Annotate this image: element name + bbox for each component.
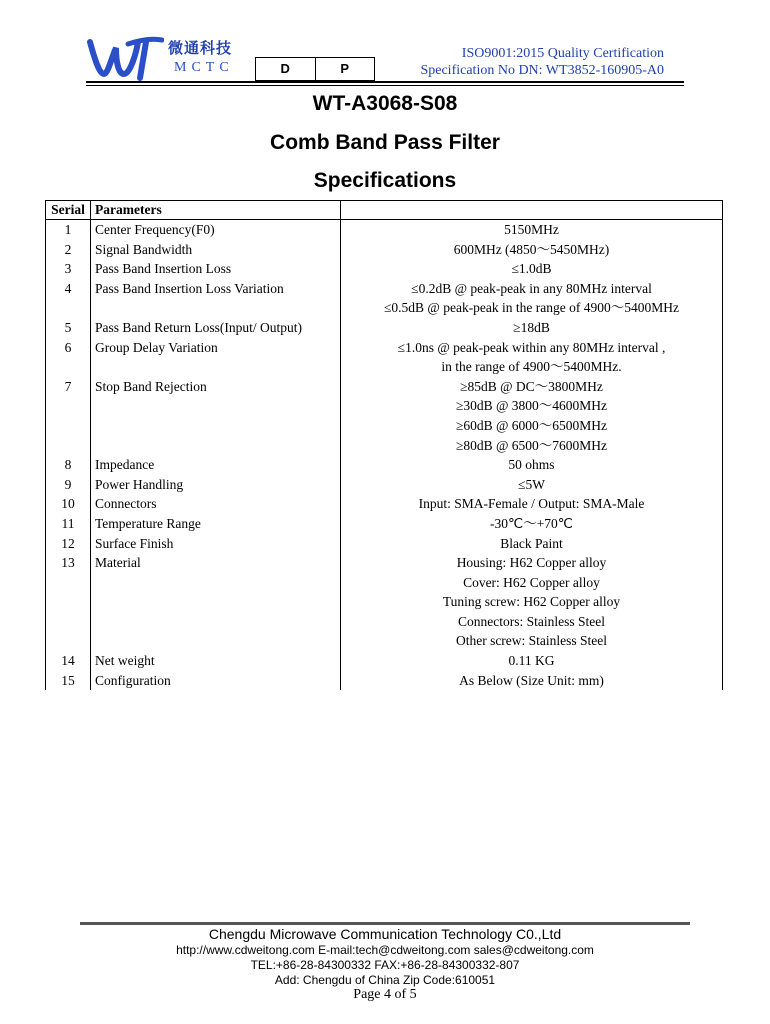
wt-logo-icon xyxy=(86,34,164,82)
row-parameter: Pass Band Return Loss(Input/ Output) xyxy=(91,318,341,338)
table-row xyxy=(46,671,723,691)
value-line: ≤1.0dB xyxy=(511,261,552,277)
row-serial: 7 xyxy=(46,377,91,455)
footer-company: Chengdu Microwave Communication Technology C0.,Ltd xyxy=(208,926,562,942)
value-line: 50 ohms xyxy=(508,457,555,473)
header-divider xyxy=(86,81,684,83)
table-header-row xyxy=(46,201,723,220)
footer-tel-fax: TEL:+86-28-84300332 FAX:+86-28-84300332-807 xyxy=(250,958,520,972)
row-serial: 10 xyxy=(46,494,91,514)
value-line: ≤0.2dB @ peak-peak in any 80MHz interval xyxy=(411,280,652,296)
table-row xyxy=(46,475,723,495)
value-line: Input: SMA-Female / Output: SMA-Male xyxy=(418,496,645,512)
value-line: ≥18dB xyxy=(513,319,550,335)
row-serial: 1 xyxy=(46,220,91,240)
row-serial: 6 xyxy=(46,338,91,377)
row-value xyxy=(341,240,723,260)
logo-english-text: MCTC xyxy=(174,60,234,75)
row-serial: 13 xyxy=(46,553,91,651)
table-row xyxy=(46,338,723,377)
footer-divider xyxy=(80,922,690,925)
spec-number: Specification No DN: WT3852-160905-A0 xyxy=(420,63,664,78)
header-parameters: Parameters xyxy=(91,201,341,220)
row-parameter: Configuration xyxy=(91,671,341,691)
value-line: ≥60dB @ 6000～6500MHz xyxy=(455,417,608,433)
table-row xyxy=(46,534,723,554)
value-line: As Below (Size Unit: mm) xyxy=(459,672,604,688)
row-value xyxy=(341,651,723,671)
row-value xyxy=(341,377,723,455)
value-line: Tuning screw: H62 Copper alloy xyxy=(442,594,621,610)
header-divider-thin xyxy=(86,85,684,86)
dp-box-right: P xyxy=(340,61,350,76)
model-title: WT-A3068-S08 xyxy=(312,92,458,115)
row-value xyxy=(341,220,723,240)
row-parameter: Stop Band Rejection xyxy=(91,377,341,455)
row-value xyxy=(341,455,723,475)
page-header xyxy=(0,0,770,90)
table-row xyxy=(46,279,723,318)
row-serial: 4 xyxy=(46,279,91,318)
footer-web-email: http://www.cdweitong.com E-mail:tech@cdweitong.com sales@cdweitong.com xyxy=(176,943,594,957)
value-line: -30℃～+70℃ xyxy=(490,515,573,531)
page-number: Page 4 of 5 xyxy=(353,987,417,1002)
row-serial: 9 xyxy=(46,475,91,495)
row-serial: 12 xyxy=(46,534,91,554)
row-parameter: Temperature Range xyxy=(91,514,341,534)
dp-box xyxy=(255,57,375,81)
footer-address: Add: Chengdu of China Zip Code:610051 xyxy=(274,973,496,987)
table-row xyxy=(46,318,723,338)
row-serial: 2 xyxy=(46,240,91,260)
value-line: 600MHz (4850～5450MHz) xyxy=(453,241,610,257)
table-row xyxy=(46,220,723,240)
row-parameter: Signal Bandwidth xyxy=(91,240,341,260)
row-parameter: Connectors xyxy=(91,494,341,514)
value-line: in the range of 4900～5400MHz. xyxy=(441,359,622,375)
row-serial: 11 xyxy=(46,514,91,534)
table-row xyxy=(46,377,723,455)
row-serial: 3 xyxy=(46,259,91,279)
row-serial: 15 xyxy=(46,671,91,691)
table-row xyxy=(46,514,723,534)
spec-table xyxy=(45,200,723,690)
value-line: Black Paint xyxy=(500,535,563,551)
table-row xyxy=(46,494,723,514)
row-parameter: Net weight xyxy=(91,651,341,671)
value-line: Cover: H62 Copper alloy xyxy=(463,574,600,590)
header-value xyxy=(341,201,723,220)
row-serial: 5 xyxy=(46,318,91,338)
row-value xyxy=(341,475,723,495)
value-line: ≥80dB @ 6500～7600MHz xyxy=(455,437,608,453)
table-row xyxy=(46,455,723,475)
row-serial: 8 xyxy=(46,455,91,475)
dp-box-left: D xyxy=(256,58,316,80)
value-line: ≤1.0ns @ peak-peak within any 80MHz interval , xyxy=(397,339,666,355)
row-value xyxy=(341,514,723,534)
row-value xyxy=(341,318,723,338)
table-row xyxy=(46,553,723,651)
value-line: ≥30dB @ 3800～4600MHz xyxy=(455,398,608,414)
row-value xyxy=(341,259,723,279)
value-line: 5150MHz xyxy=(504,222,559,237)
section-title: Specifications xyxy=(313,169,457,192)
row-parameter: Center Frequency(F0) xyxy=(91,220,341,240)
row-parameter: Pass Band Insertion Loss xyxy=(91,259,341,279)
row-value xyxy=(341,279,723,318)
row-parameter: Power Handling xyxy=(91,475,341,495)
product-title: Comb Band Pass Filter xyxy=(270,131,500,154)
table-row xyxy=(46,240,723,260)
row-value xyxy=(341,534,723,554)
logo-chinese-text: 微通科技 xyxy=(168,39,233,57)
row-parameter: Group Delay Variation xyxy=(91,338,341,377)
row-parameter: Impedance xyxy=(91,455,341,475)
value-line: Housing: H62 Copper alloy xyxy=(456,555,607,571)
header-serial: Serial xyxy=(46,201,91,220)
table-row xyxy=(46,259,723,279)
row-parameter: Pass Band Insertion Loss Variation xyxy=(91,279,341,318)
iso-certification: ISO9001:2015 Quality Certification xyxy=(461,46,664,61)
value-line: 0.11 KG xyxy=(508,653,555,669)
row-value xyxy=(341,494,723,514)
row-value xyxy=(341,671,723,691)
value-line: ≤5W xyxy=(518,476,545,492)
row-value xyxy=(341,553,723,651)
row-parameter: Surface Finish xyxy=(91,534,341,554)
value-line: ≤0.5dB @ peak-peak in the range of 4900～5400MHz xyxy=(383,300,680,316)
value-line: ≥85dB @ DC～3800MHz xyxy=(460,378,603,394)
row-serial: 14 xyxy=(46,651,91,671)
value-line: Other screw: Stainless Steel xyxy=(455,633,608,649)
row-parameter: Material xyxy=(91,553,341,651)
table-row xyxy=(46,651,723,671)
row-value xyxy=(341,338,723,377)
value-line: Connectors: Stainless Steel xyxy=(458,613,605,629)
